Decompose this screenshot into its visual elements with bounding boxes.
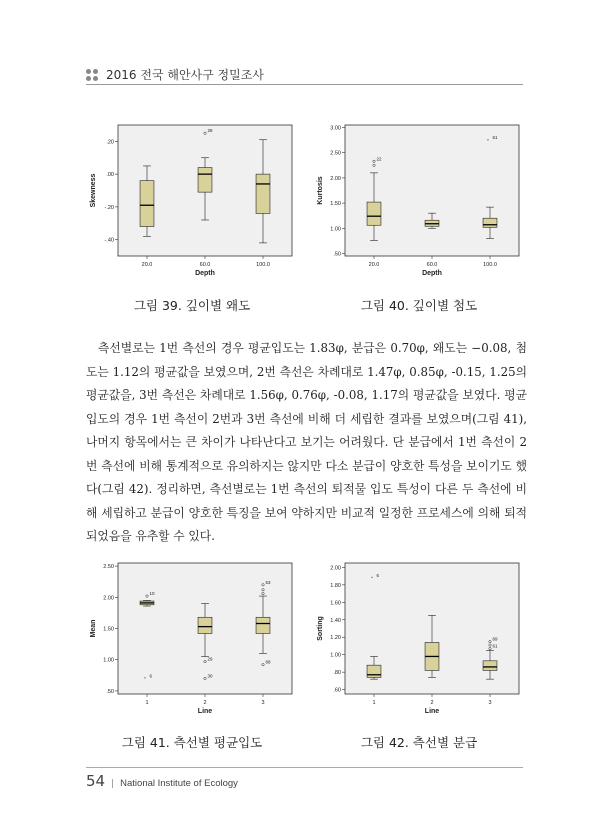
body-paragraph: 측선별로는 1번 측선의 경우 평균입도는 1.83φ, 분급은 0.70φ, 왜도는 −0.08, 첨도는 1.12의 평균값을 보였으며, 2번 측선은 차례대로 1.47φ, 0.85φ, -0.15, 1.25의 평균값을, 3번 측선은 차례대로 1.56φ, 0.76φ, -0.08, 1.17의 평균값을 보였다. 평균입도의 경우 1번 측선이 2번과 3번 측선에 비해 더 세립한 결과를 보였으며(그림 41), 나머지 항목에서는 큰 차이가 나타난다고 보기는 어려웠다. 단 분급에서 1번 측선이 2번 측선에 비해 통계적으로 유의하지는 않지만 다소 분급이 양호한 특성을 보이기도 했다(그림 42). 정리하면, 측선별로는 1번 측선의 퇴적물 입도 특성이 다른 두 측선에 비해 세립하고 분급이 양호한 특징을 보여 약하지만 비교적 일정한 프로세스에 의해 퇴적되었음을 유추할 수 있다. [86, 341, 527, 543]
y-axis-label: Kurtosis [317, 176, 324, 205]
box-iqr [140, 181, 154, 227]
y-tick-label: -.40 [104, 237, 114, 244]
box-iqr [367, 665, 381, 677]
outlier-label: 10 [149, 591, 155, 597]
box-iqr [256, 617, 270, 633]
y-tick-label: 2.50 [330, 150, 341, 157]
page-header [86, 66, 264, 83]
x-tick-label: 3 [261, 700, 265, 706]
y-tick-label: 1.00 [330, 226, 341, 233]
x-axis-label: Line [424, 708, 440, 715]
outlier-label: 53 [265, 579, 271, 585]
publisher-name: National Institute of Ecology [120, 778, 238, 789]
outlier-label: 69 [492, 636, 498, 642]
y-tick-label: 2.00 [103, 595, 114, 602]
box-iqr [198, 617, 212, 633]
y-tick-label: 1.60 [330, 600, 341, 607]
x-tick-label: 100.0 [483, 262, 497, 268]
y-axis-label: Skewness [90, 173, 97, 208]
page-footer [86, 772, 238, 790]
page-number: 54 [86, 772, 106, 790]
fig39-svg [86, 118, 298, 286]
box-iqr [198, 168, 212, 193]
y-tick-label: 1.20 [330, 635, 341, 642]
outlier-label: 22 [376, 156, 382, 162]
x-tick-label: 100.0 [256, 262, 270, 268]
y-axis-label: Mean [90, 619, 97, 638]
outlier-label: 61 [492, 135, 498, 141]
y-tick-label: 2.00 [330, 565, 341, 572]
y-tick-label: 1.00 [103, 657, 114, 664]
x-axis-label: Depth [422, 270, 442, 277]
x-tick-label: 3 [488, 700, 492, 706]
outlier-label: 6 [376, 572, 380, 578]
x-axis-label: Depth [195, 270, 215, 277]
figure-39-caption: 그림 39. 깊이별 왜도 [133, 298, 251, 313]
outlier-star: * [487, 137, 489, 143]
x-tick-label: 2 [430, 700, 434, 706]
footer-separator: | [111, 779, 115, 789]
header-bullet-icon [86, 69, 98, 81]
x-axis-label: Line [197, 708, 213, 715]
y-tick-label: 2.00 [330, 175, 341, 182]
y-tick-label: 1.80 [330, 582, 341, 589]
y-axis-label: Sorting [317, 616, 324, 641]
outlier-label: 6 [149, 673, 153, 679]
figure-42-chart [313, 556, 525, 724]
header-rule [86, 84, 523, 85]
x-tick-label: 60.0 [426, 262, 438, 268]
fig42-svg [313, 556, 525, 724]
outlier-star: * [371, 575, 373, 581]
y-tick-label: 1.00 [330, 652, 341, 659]
y-tick-label: 1.40 [330, 617, 341, 624]
header-title: 2016 전국 해안사구 정밀조사 [106, 68, 264, 82]
figure-42-caption: 그림 42. 측선별 분급 [360, 735, 478, 750]
x-tick-label: 60.0 [199, 262, 211, 268]
y-tick-label: .00 [106, 172, 114, 179]
box-iqr [483, 661, 497, 671]
figure-41-caption: 그림 41. 측선별 평균입도 [121, 735, 263, 750]
x-tick-label: 20.0 [141, 262, 153, 268]
y-tick-label: .20 [106, 139, 114, 146]
x-tick-label: 1 [372, 700, 376, 706]
x-tick-label: 20.0 [368, 262, 380, 268]
outlier-label: 30 [207, 673, 213, 679]
figure-40-chart [313, 118, 525, 286]
y-tick-label: 2.50 [103, 564, 114, 571]
box-iqr [256, 174, 270, 213]
y-tick-label: .60 [333, 687, 341, 694]
fig40-svg [313, 118, 525, 286]
y-tick-label: .80 [333, 670, 341, 677]
outlier-label: 68 [265, 659, 271, 665]
footer-rule [86, 767, 523, 768]
x-tick-label: 1 [145, 700, 149, 706]
outlier-star: * [144, 676, 146, 682]
y-tick-label: 1.50 [330, 201, 341, 208]
x-tick-label: 2 [203, 700, 207, 706]
y-tick-label: .50 [333, 251, 341, 258]
outlier-label: 29 [207, 656, 213, 662]
figure-39-chart [86, 118, 298, 286]
y-tick-label: .50 [106, 688, 114, 695]
plot-area [345, 125, 519, 256]
box-iqr [367, 202, 381, 225]
outlier-label: 61 [492, 643, 498, 649]
figure-41-chart [86, 556, 298, 724]
y-tick-label: 3.00 [330, 125, 341, 132]
outlier-label: 28 [207, 128, 213, 134]
y-tick-label: 1.50 [103, 626, 114, 633]
fig41-svg [86, 556, 298, 724]
y-tick-label: -.20 [104, 204, 114, 211]
box-iqr [483, 218, 497, 227]
figure-40-caption: 그림 40. 깊이별 첨도 [360, 298, 478, 313]
